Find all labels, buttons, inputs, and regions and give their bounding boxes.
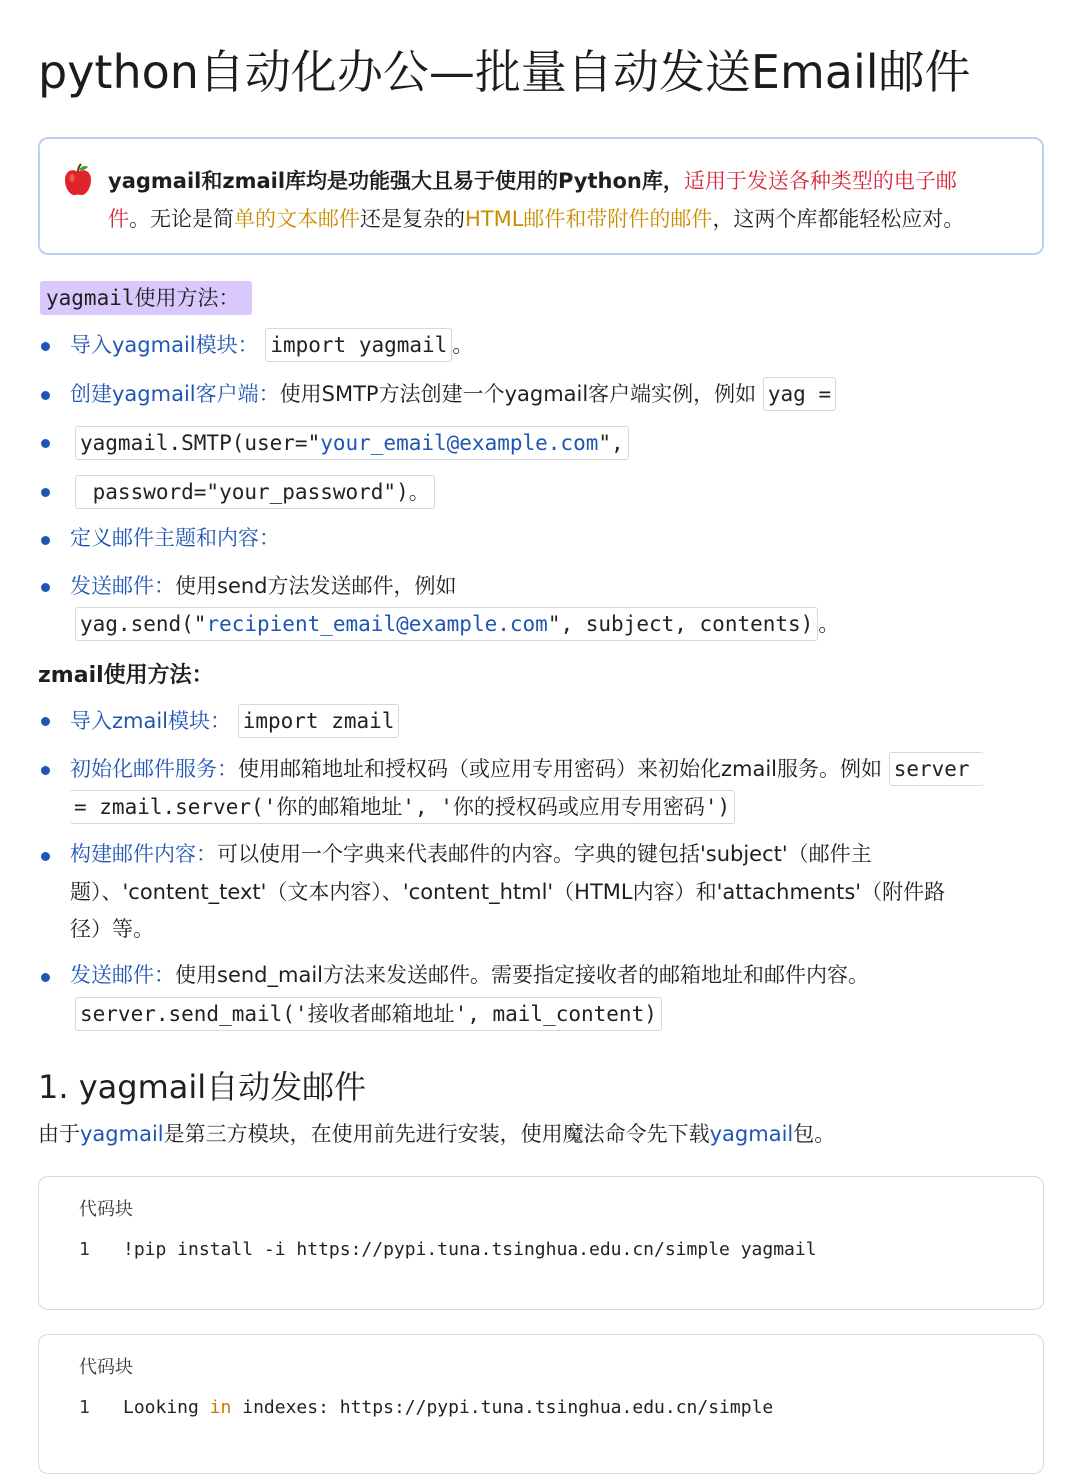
item-text: 可以使用一个字典来代表邮件的内容。字典的键包括'subject'（邮件主 bbox=[217, 842, 872, 866]
inline-code: server.send_mail('接收者邮箱地址', mail_content) bbox=[75, 997, 662, 1031]
list-item bbox=[70, 377, 836, 411]
code-text: yag.send(" bbox=[80, 612, 207, 636]
inline-code: = zmail.server('你的邮箱地址', '你的授权码或应用专用密码') bbox=[70, 790, 735, 824]
code-text: ", subject, contents) bbox=[547, 612, 814, 636]
code-string: recipient_email@example.com bbox=[206, 612, 548, 636]
yagmail-link[interactable]: yagmail bbox=[709, 1122, 794, 1146]
list-item bbox=[75, 426, 629, 460]
callout-red-text-2: 件 bbox=[108, 207, 129, 231]
line-number: 1 bbox=[79, 1239, 90, 1260]
bullet bbox=[41, 766, 50, 775]
item-label: 初始化邮件服务： bbox=[70, 757, 238, 781]
apple-icon bbox=[62, 163, 94, 197]
bullet bbox=[41, 973, 50, 982]
bullet bbox=[41, 488, 50, 497]
callout-bold-text: yagmail和zmail库均是功能强大且易于使用的Python库， bbox=[108, 169, 684, 193]
bullet bbox=[41, 852, 50, 861]
item-label: 创建yagmail客户端： bbox=[70, 382, 280, 406]
item-text: 题）、'content_text'（文本内容）、'content_html'（HTML内容）和'attachments'（附件路 bbox=[70, 880, 946, 904]
yagmail-heading-text: yagmail使用方法： bbox=[46, 286, 240, 310]
code-block-title: 代码块 bbox=[79, 1357, 133, 1378]
item-label: 构建邮件内容： bbox=[70, 842, 217, 866]
para-text: 包。 bbox=[793, 1122, 836, 1146]
bullet bbox=[41, 342, 50, 351]
section-heading: 1. yagmail自动发邮件 bbox=[38, 1068, 367, 1106]
list-item-continuation bbox=[70, 790, 735, 824]
inline-code bbox=[75, 607, 818, 641]
code-keyword: in bbox=[209, 1397, 232, 1418]
list-item bbox=[75, 475, 435, 509]
bullet bbox=[41, 717, 50, 726]
item-text: 使用SMTP方法创建一个yagmail客户端实例，例如 bbox=[279, 382, 757, 406]
intro-callout bbox=[38, 137, 1044, 255]
inline-code: server bbox=[889, 752, 984, 786]
callout-line-1 bbox=[108, 165, 957, 195]
inline-code: yag = bbox=[763, 377, 836, 411]
inline-code: import zmail bbox=[238, 704, 400, 738]
code-string: your_email@example.com bbox=[320, 431, 599, 455]
item-label: 发送邮件： bbox=[70, 574, 175, 598]
item-text: 使用send方法发送邮件，例如 bbox=[175, 574, 457, 598]
zmail-heading: zmail使用方法： bbox=[38, 663, 214, 688]
yagmail-heading bbox=[40, 281, 252, 315]
code-text: !pip install -i https://pypi.tuna.tsinghua.edu.cn/simple yagmail bbox=[123, 1239, 817, 1260]
item-text: 。 bbox=[818, 612, 840, 636]
code-block-title: 代码块 bbox=[79, 1199, 133, 1220]
code-text: Looking bbox=[123, 1397, 210, 1418]
list-item-continuation bbox=[70, 913, 154, 943]
inline-code: import yagmail bbox=[265, 328, 452, 362]
bullet bbox=[41, 536, 50, 545]
item-text: 。 bbox=[452, 333, 474, 357]
callout-orange-text: HTML邮件和带附件的邮件 bbox=[465, 207, 713, 231]
inline-code: password="your_password")。 bbox=[75, 475, 435, 509]
item-label: 导入zmail模块： bbox=[70, 709, 232, 733]
list-item bbox=[70, 328, 473, 362]
item-text: 使用send_mail方法来发送邮件。需要指定接收者的邮箱地址和邮件内容。 bbox=[175, 963, 869, 987]
line-number: 1 bbox=[79, 1397, 90, 1418]
list-item bbox=[70, 752, 984, 786]
callout-red-text: 适用于发送各种类型的电子邮 bbox=[683, 169, 957, 193]
list-item bbox=[70, 959, 869, 989]
para-text: 由于 bbox=[38, 1122, 80, 1146]
item-text: 使用邮箱地址和授权码（或应用专用密码）来初始化zmail服务。例如 bbox=[238, 757, 883, 781]
item-label: 发送邮件： bbox=[70, 963, 175, 987]
bullet bbox=[41, 391, 50, 400]
list-item bbox=[70, 704, 399, 738]
code-line[interactable] bbox=[79, 1239, 817, 1260]
code-text: indexes: https://pypi.tuna.tsinghua.edu.cn/simple bbox=[231, 1397, 774, 1418]
code-block bbox=[38, 1176, 1044, 1310]
page-title: python自动化办公—批量自动发送Email邮件 bbox=[38, 45, 971, 99]
item-label: 导入yagmail模块： bbox=[70, 333, 259, 357]
callout-orange-text: 单的文本邮件 bbox=[234, 207, 360, 231]
list-item bbox=[70, 522, 280, 552]
section-paragraph bbox=[38, 1118, 835, 1148]
list-item-continuation bbox=[70, 876, 945, 906]
yagmail-link[interactable]: yagmail bbox=[80, 1122, 164, 1146]
list-item-continuation bbox=[75, 997, 662, 1031]
inline-code bbox=[75, 426, 629, 460]
bullet bbox=[41, 583, 50, 592]
item-text: 径）等。 bbox=[70, 917, 154, 941]
list-item bbox=[70, 570, 457, 600]
para-text: 是第三方模块，在使用前先进行安装，使用魔法命令先下载 bbox=[163, 1122, 710, 1146]
code-text: ", bbox=[598, 431, 624, 455]
code-text: yagmail.SMTP(user=" bbox=[80, 431, 321, 455]
callout-line-2 bbox=[108, 203, 964, 233]
item-label: 定义邮件主题和内容： bbox=[70, 526, 280, 550]
list-item-continuation bbox=[75, 607, 839, 641]
callout-text: 。无论是简 bbox=[129, 207, 234, 231]
callout-text: ，这两个库都能轻松应对。 bbox=[712, 207, 965, 231]
code-line[interactable] bbox=[79, 1397, 773, 1418]
callout-text: 还是复杂的 bbox=[360, 207, 465, 231]
code-block bbox=[38, 1334, 1044, 1474]
bullet bbox=[41, 439, 50, 448]
list-item bbox=[70, 838, 872, 868]
